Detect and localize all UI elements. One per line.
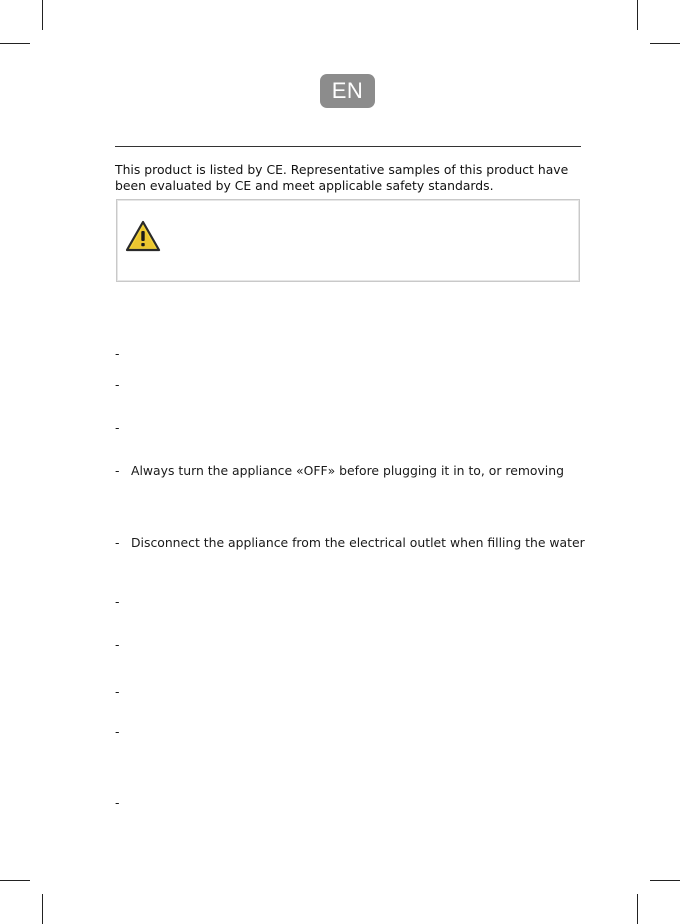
bullet-dash: - [115, 535, 120, 550]
bullet-dash: - [115, 724, 120, 739]
bullet-dash: - [115, 637, 120, 652]
crop-mark [637, 0, 638, 30]
warning-triangle-icon [125, 220, 161, 252]
crop-mark [0, 43, 30, 44]
bullet-dash: - [115, 684, 120, 699]
bullet-dash: - [115, 420, 120, 435]
language-badge: EN [320, 74, 375, 108]
warning-box [116, 199, 580, 282]
bullet-dash: - [115, 377, 120, 392]
crop-mark [0, 880, 30, 881]
bullet-text: Disconnect the appliance from the electrical outlet when filling the water [131, 535, 585, 550]
crop-mark [650, 880, 680, 881]
crop-mark [42, 0, 43, 30]
ce-listing-paragraph: This product is listed by CE. Representative samples of this product have been evaluated by CE and meet applicable safety standards. [115, 162, 569, 193]
bullet-dash: - [115, 463, 120, 478]
bullet-dash: - [115, 594, 120, 609]
bullet-dash: - [115, 795, 120, 810]
horizontal-rule [115, 146, 581, 147]
crop-mark [650, 43, 680, 44]
crop-mark [42, 894, 43, 924]
bullet-text: Always turn the appliance «OFF» before plugging it in to, or removing [131, 463, 564, 478]
bullet-dash: - [115, 346, 120, 361]
crop-mark [637, 894, 638, 924]
